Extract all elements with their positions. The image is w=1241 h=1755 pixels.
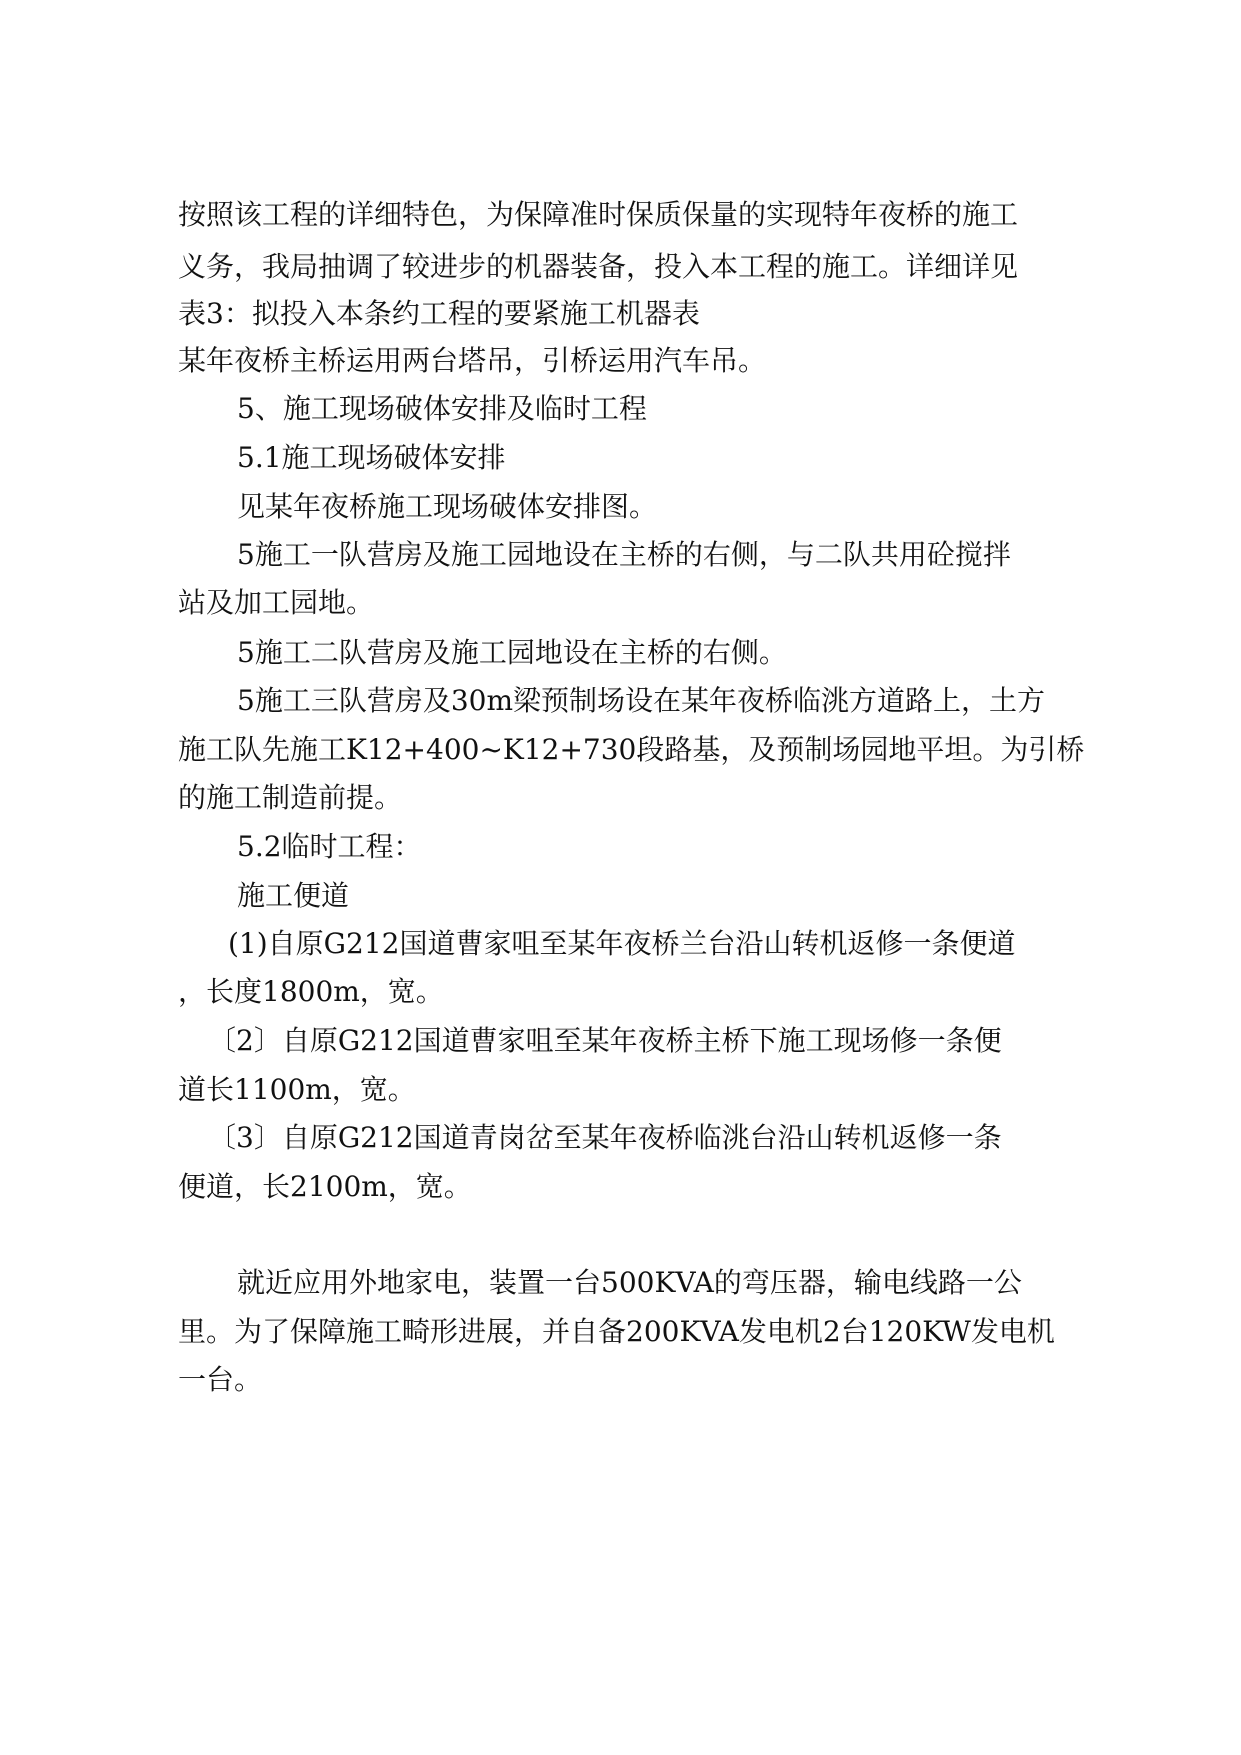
paragraph-line: ，长度1800m，宽。 xyxy=(178,975,444,1008)
paragraph-line: 一台。 xyxy=(178,1363,263,1396)
paragraph-line: (1)自原G212国道曹家咀至某年夜桥兰台沿山转机返修一条便道 xyxy=(228,927,1016,960)
paragraph-line: 按照该工程的详细特色，为保障准时保质保量的实现特年夜桥的施工 xyxy=(178,198,1019,231)
paragraph-line: 〔3〕自原G212国道青岗岔至某年夜桥临洮台沿山转机返修一条 xyxy=(208,1121,1002,1154)
paragraph-line: 5施工二队营房及施工园地设在主桥的右侧。 xyxy=(237,636,787,669)
document-page xyxy=(178,0,1085,1755)
paragraph-line: 道长1100m，宽。 xyxy=(178,1073,416,1106)
paragraph-line: 义务，我局抽调了较进步的机器装备，投入本工程的施工。详细详见 xyxy=(178,250,1019,283)
paragraph-line: 就近应用外地家电，装置一台500KVA的弯压器，输电线路一公 xyxy=(237,1266,1022,1299)
paragraph-line: 某年夜桥主桥运用两台塔吊，引桥运用汽车吊。 xyxy=(178,344,767,377)
paragraph-line: 5施工三队营房及30m梁预制场设在某年夜桥临洮方道路上，土方 xyxy=(237,684,1045,717)
paragraph-line: 站及加工园地。 xyxy=(178,586,375,619)
paragraph-line: 里。为了保障施工畸形进展，并自备200KVA发电机2台120KW发电机 xyxy=(178,1315,1055,1348)
section-heading: 5、施工现场破体安排及临时工程 xyxy=(237,392,647,425)
paragraph-line: 施工便道 xyxy=(237,879,350,912)
paragraph-line: 表3：拟投入本条约工程的要紧施工机器表 xyxy=(178,297,700,330)
paragraph-line: 施工队先施工K12+400~K12+730段路基，及预制场园地平坦。为引桥 xyxy=(178,733,1085,766)
paragraph-line: 〔2〕自原G212国道曹家咀至某年夜桥主桥下施工现场修一条便 xyxy=(208,1024,1002,1057)
paragraph-line: 5施工一队营房及施工园地设在主桥的右侧，与二队共用砼搅拌 xyxy=(237,538,1011,571)
subsection-heading: 5.2临时工程： xyxy=(237,830,422,863)
paragraph-line: 的施工制造前提。 xyxy=(178,781,403,814)
paragraph-line: 便道，长2100m，宽。 xyxy=(178,1170,472,1203)
subsection-heading: 5.1施工现场破体安排 xyxy=(237,441,506,474)
paragraph-line: 见某年夜桥施工现场破体安排图。 xyxy=(237,490,658,523)
